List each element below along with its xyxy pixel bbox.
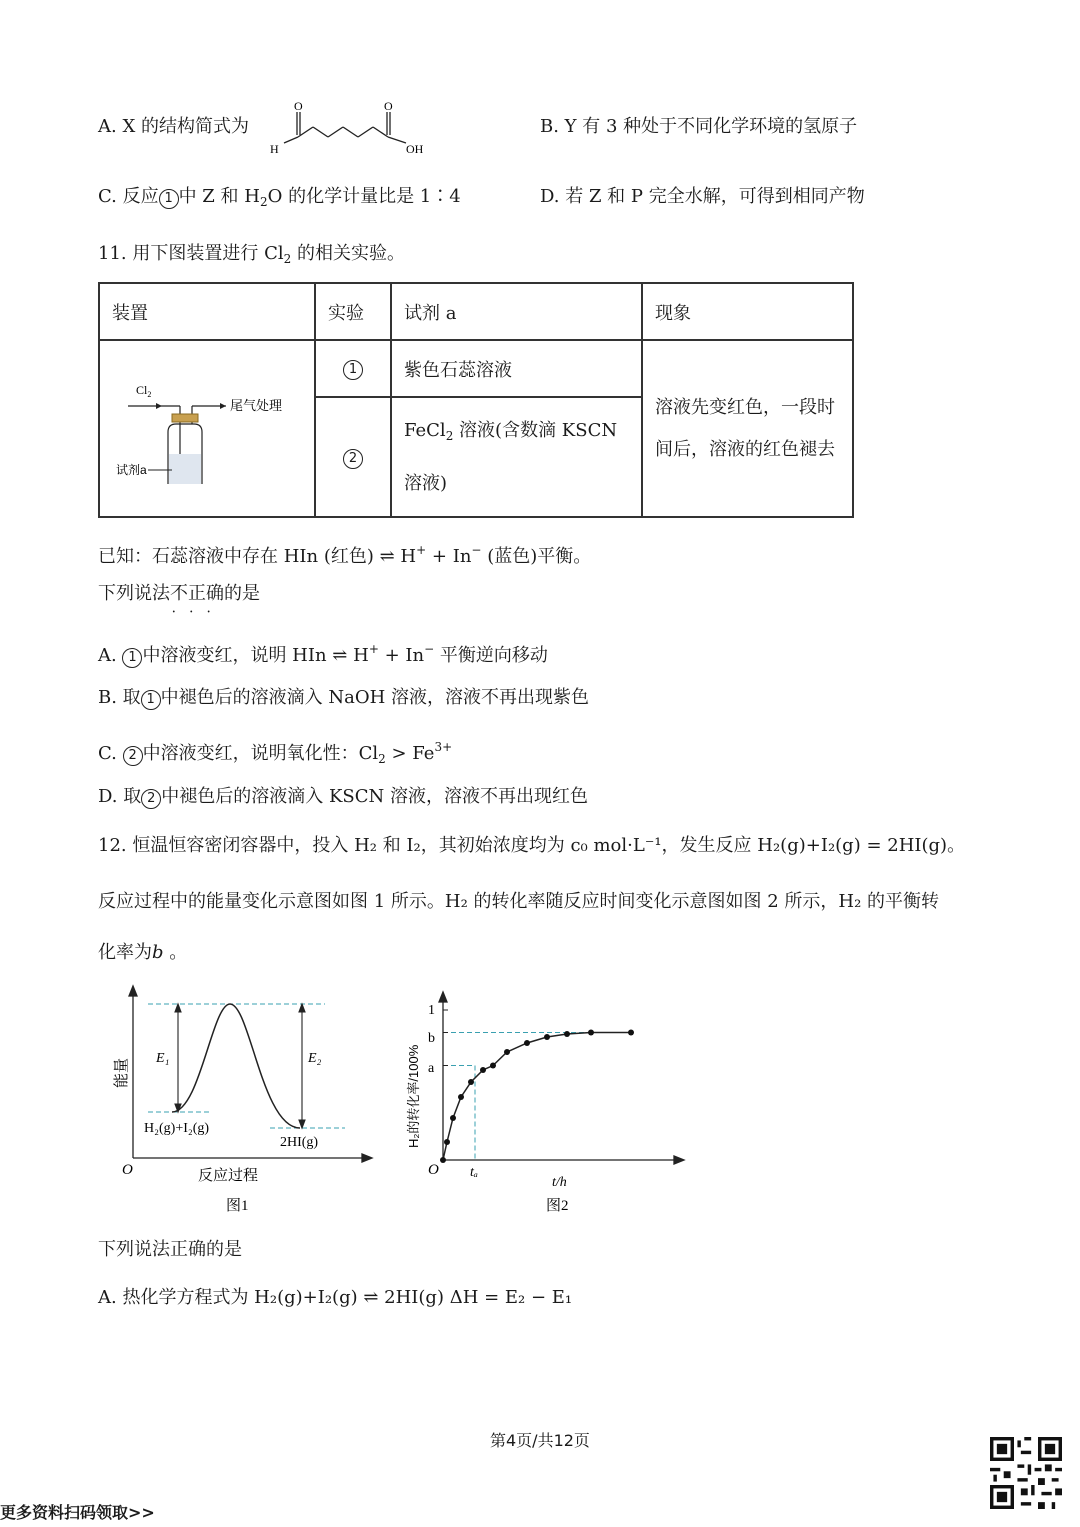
q12-stem-line1: 12. 恒温恒容密闭容器中，投入 H₂ 和 I₂，其初始浓度均为 c₀ mol·L⁻¹，发生反应 H₂(g)+I₂(g) = 2HI(g)。 [98,835,966,856]
q10-option-a: A. X 的结构简式为 [98,116,249,137]
fig1-caption: 图1 [226,1198,249,1214]
header-phenomenon: 现象 [642,283,853,340]
fig1-xlabel: 反应过程 [198,1167,259,1184]
q12-stem-line2: 反应过程中的能量变化示意图如图 1 所示。H₂ 的转化率随反应时间变化示意图如图 2 所示，H₂ 的平衡转 [98,891,940,912]
q10-option-d: D. 若 Z 和 P 完全水解，可得到相同产物 [540,186,865,207]
q12-ask: 下列说法正确的是 [98,1239,242,1260]
data-point [504,1049,510,1055]
fig2-xlabel: t/h [552,1175,567,1190]
product-label: 2HI(g) [280,1135,319,1150]
exp-1-reagent: 紫色石蕊溶液 [391,340,642,397]
experiment-table [98,282,854,518]
q11-option-b: B. 取 1 中褪色后的溶液滴入 NaOH 溶液，溶液不再出现紫色 [98,687,590,708]
page-number: 第4页/共12页 [490,1431,590,1450]
data-point [524,1040,530,1046]
struct-oh: OH [406,142,424,156]
fig2-origin: O [428,1162,439,1178]
data-point [440,1157,446,1163]
data-point [564,1031,570,1037]
data-point [628,1030,634,1036]
data-point [588,1030,594,1036]
q11-known: 已知：石蕊溶液中存在 HIn (红色) ⇌ H+ + In− (蓝色)平衡。 [98,543,592,567]
q11-stem: 11. 用下图装置进行 $Cl_2$ 的相关实验。 [98,243,405,266]
q12-option-a: A. 热化学方程式为 H₂(g)+I₂(g) ⇌ 2HI(g) ΔH = E₂ − E₁ [98,1287,573,1308]
struct-o-right: O [384,99,393,113]
qr-code-icon[interactable] [990,1437,1062,1509]
exp-1-num: 1 [315,340,391,397]
exhaust-label: 尾气处理 [230,397,283,413]
q10-option-c: C. 反应 1 中 Z 和 $H_2O$ 的化学计量比是 1∶4 [98,186,461,209]
data-point [490,1063,496,1069]
q10-option-b: B. Y 有 3 种处于不同化学环境的氢原子 [540,116,858,137]
q12-stem-line3: 化率为b 。 [98,942,188,963]
more-resources-link[interactable]: 更多资料扫码领取>> [0,1503,155,1522]
struct-h: H [270,142,279,156]
gas-washing-bottle-diagram [112,374,302,484]
fig1-ylabel: 能量 [113,1057,130,1088]
header-experiment: 实验 [315,283,391,340]
q11-option-d: D. 取 2 中褪色后的溶液滴入 KSCN 溶液，溶液不再出现红色 [98,786,588,807]
struct-o-left: O [294,99,303,113]
data-point [458,1094,464,1100]
data-point [444,1139,450,1145]
figure-2-conversion-chart [400,990,690,1220]
exp-2-num: 2 [315,397,391,517]
e1-label: E₁ [156,1051,170,1066]
fig1-origin: O [122,1162,133,1178]
cl2-label: $Cl_2$ [136,382,152,399]
q11-ask: 下列说法不正确 • • •的是 [98,582,260,606]
fig2-caption: 图2 [546,1198,569,1214]
figure-1-energy-diagram [100,982,390,1222]
reactant-label: H₂(g)+I₂(g) [144,1121,210,1136]
data-point [450,1115,456,1121]
tick-b: b [428,1031,435,1046]
apparatus-cell [99,340,315,517]
q11-option-a: A. 1 中溶液变红，说明 HIn ⇌ H+ + In− 平衡逆向移动 [98,642,548,666]
ta-label: tₐ [470,1165,478,1180]
data-point [544,1034,550,1040]
e2-label: E₂ [308,1051,322,1066]
glutaraldehyde-acid-structure [268,97,438,157]
header-reagent: 试剂 a [391,283,642,340]
tick-a: a [428,1061,435,1076]
phenomenon-cell: 溶液先变红色，一段时 间后，溶液的红色褪去 [642,340,853,517]
header-apparatus: 装置 [99,283,315,340]
tick-1: 1 [428,1003,435,1018]
q11-option-c: C. 2 中溶液变红，说明氧化性：$Cl_2 > Fe^{3+}$ [98,740,453,766]
exp-2-reagent: FeCl$_2$ 溶液(含数滴 KSCN 溶液) [391,397,642,517]
conversion-curve [443,1033,631,1161]
data-point [480,1067,486,1073]
circle-number-1: 1 [159,189,179,209]
data-point [468,1079,474,1085]
fig2-ylabel: H₂的转化率/100% [406,1044,421,1148]
reagent-a-label: 试剂a [116,462,147,477]
